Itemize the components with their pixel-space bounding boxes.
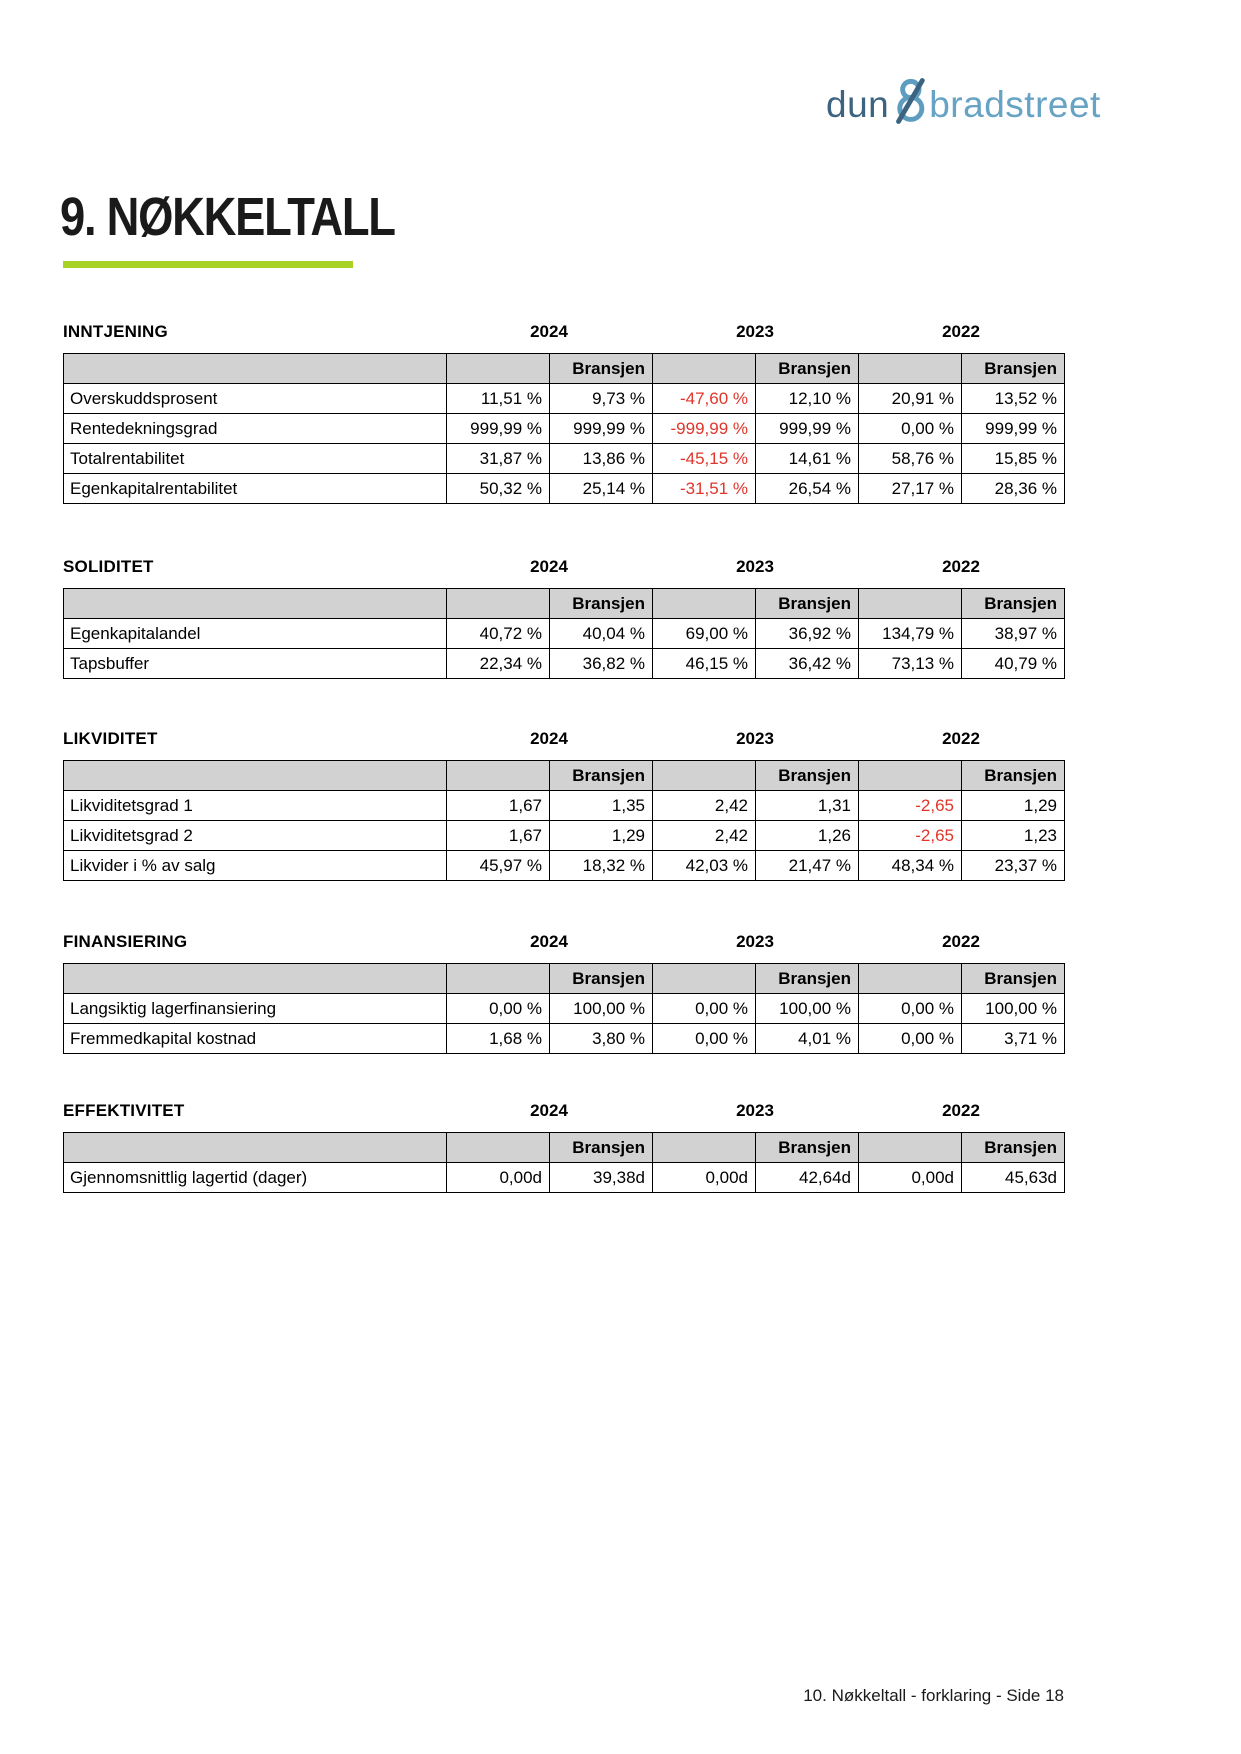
value-cell: 40,79 %: [962, 649, 1065, 679]
page-title: 9. NØKKELTALL: [60, 187, 395, 247]
bransjen-header-cell: Bransjen: [550, 761, 653, 791]
key-figures-table: [63, 1132, 1065, 1193]
table-row: [64, 619, 1065, 649]
value-cell: 15,85 %: [962, 444, 1065, 474]
value-cell: 11,51 %: [447, 384, 550, 414]
year-label: 2023: [736, 322, 774, 341]
logo-bradstreet-text: bradstreet: [929, 83, 1101, 125]
value-cell: 69,00 %: [653, 619, 756, 649]
table-header-row: [64, 354, 1065, 384]
section-soliditet: [63, 557, 1064, 679]
value-cell: 1,31: [756, 791, 859, 821]
value-cell: 999,99 %: [550, 414, 653, 444]
row-label: Likvider i % av salg: [64, 851, 447, 881]
value-cell: -2,65: [859, 821, 962, 851]
empty-header-cell: [653, 354, 756, 384]
empty-header-cell: [64, 354, 447, 384]
value-cell: 22,34 %: [447, 649, 550, 679]
value-cell: -47,60 %: [653, 384, 756, 414]
value-cell: 134,79 %: [859, 619, 962, 649]
table-header-row: [64, 589, 1065, 619]
value-cell: 73,13 %: [859, 649, 962, 679]
value-cell: 0,00 %: [447, 994, 550, 1024]
value-cell: 38,97 %: [962, 619, 1065, 649]
bransjen-header-cell: Bransjen: [550, 354, 653, 384]
year-label: 2024: [530, 932, 568, 951]
section-title: EFFEKTIVITET: [63, 1101, 185, 1120]
value-cell: 1,26: [756, 821, 859, 851]
bransjen-header-cell: Bransjen: [962, 589, 1065, 619]
section-title: INNTJENING: [63, 322, 168, 341]
bransjen-header-cell: Bransjen: [962, 354, 1065, 384]
value-cell: 25,14 %: [550, 474, 653, 504]
row-label: Langsiktig lagerfinansiering: [64, 994, 447, 1024]
table-row: [64, 821, 1065, 851]
year-label: 2022: [942, 1101, 980, 1120]
key-figures-table: [63, 353, 1065, 504]
empty-header-cell: [859, 761, 962, 791]
value-cell: 100,00 %: [962, 994, 1065, 1024]
empty-header-cell: [64, 964, 447, 994]
value-cell: 36,82 %: [550, 649, 653, 679]
table-row: [64, 649, 1065, 679]
empty-header-cell: [653, 761, 756, 791]
value-cell: 0,00d: [859, 1163, 962, 1193]
bransjen-header-cell: Bransjen: [756, 761, 859, 791]
value-cell: 13,86 %: [550, 444, 653, 474]
value-cell: 27,17 %: [859, 474, 962, 504]
empty-header-cell: [859, 354, 962, 384]
value-cell: 40,72 %: [447, 619, 550, 649]
bransjen-header-cell: Bransjen: [550, 1133, 653, 1163]
table-header-row: [64, 1133, 1065, 1163]
value-cell: 1,35: [550, 791, 653, 821]
section-header: [63, 322, 1064, 344]
bransjen-header-cell: Bransjen: [756, 964, 859, 994]
year-label: 2024: [530, 729, 568, 748]
empty-header-cell: [859, 589, 962, 619]
empty-header-cell: [64, 761, 447, 791]
value-cell: 0,00 %: [859, 1024, 962, 1054]
value-cell: 18,32 %: [550, 851, 653, 881]
row-label: Tapsbuffer: [64, 649, 447, 679]
row-label: Egenkapitalandel: [64, 619, 447, 649]
page-footer: 10. Nøkkeltall - forklaring - Side 18: [803, 1686, 1064, 1705]
value-cell: -2,65: [859, 791, 962, 821]
table-row: [64, 1024, 1065, 1054]
value-cell: 36,92 %: [756, 619, 859, 649]
row-label: Fremmedkapital kostnad: [64, 1024, 447, 1054]
value-cell: 1,29: [962, 791, 1065, 821]
value-cell: 1,29: [550, 821, 653, 851]
empty-header-cell: [447, 964, 550, 994]
value-cell: -31,51 %: [653, 474, 756, 504]
value-cell: 0,00 %: [859, 994, 962, 1024]
value-cell: 48,34 %: [859, 851, 962, 881]
year-label: 2022: [942, 322, 980, 341]
bransjen-header-cell: Bransjen: [962, 964, 1065, 994]
value-cell: 9,73 %: [550, 384, 653, 414]
value-cell: 1,67: [447, 791, 550, 821]
logo-dun-text: dun: [826, 83, 890, 125]
section-header: [63, 1101, 1064, 1123]
value-cell: 3,80 %: [550, 1024, 653, 1054]
bransjen-header-cell: Bransjen: [550, 964, 653, 994]
value-cell: 20,91 %: [859, 384, 962, 414]
row-label: Totalrentabilitet: [64, 444, 447, 474]
bransjen-header-cell: Bransjen: [550, 589, 653, 619]
year-label: 2022: [942, 932, 980, 951]
year-label: 2022: [942, 729, 980, 748]
empty-header-cell: [859, 1133, 962, 1163]
section-header: [63, 557, 1064, 579]
row-label: Egenkapitalrentabilitet: [64, 474, 447, 504]
table-row: [64, 1163, 1065, 1193]
value-cell: 0,00 %: [653, 994, 756, 1024]
value-cell: -45,15 %: [653, 444, 756, 474]
table-row: [64, 791, 1065, 821]
row-label: Overskuddsprosent: [64, 384, 447, 414]
empty-header-cell: [447, 761, 550, 791]
key-figures-table: [63, 760, 1065, 881]
value-cell: 1,68 %: [447, 1024, 550, 1054]
empty-header-cell: [447, 1133, 550, 1163]
value-cell: 46,15 %: [653, 649, 756, 679]
ampersand-icon: [889, 84, 929, 124]
empty-header-cell: [64, 1133, 447, 1163]
year-label: 2022: [942, 557, 980, 576]
value-cell: 26,54 %: [756, 474, 859, 504]
section-title: FINANSIERING: [63, 932, 188, 951]
value-cell: 12,10 %: [756, 384, 859, 414]
value-cell: 0,00d: [653, 1163, 756, 1193]
section-inntjening: [63, 322, 1064, 504]
value-cell: 999,99 %: [962, 414, 1065, 444]
year-label: 2024: [530, 557, 568, 576]
title-underline: [63, 261, 353, 268]
table-row: [64, 851, 1065, 881]
value-cell: 21,47 %: [756, 851, 859, 881]
value-cell: 58,76 %: [859, 444, 962, 474]
year-label: 2023: [736, 729, 774, 748]
value-cell: 0,00d: [447, 1163, 550, 1193]
section-header: [63, 729, 1064, 751]
section-finansiering: [63, 932, 1064, 1054]
value-cell: 14,61 %: [756, 444, 859, 474]
value-cell: 1,67: [447, 821, 550, 851]
year-label: 2023: [736, 932, 774, 951]
value-cell: 28,36 %: [962, 474, 1065, 504]
table-header-row: [64, 761, 1065, 791]
value-cell: 13,52 %: [962, 384, 1065, 414]
row-label: Rentedekningsgrad: [64, 414, 447, 444]
section-header: [63, 932, 1064, 954]
value-cell: 999,99 %: [447, 414, 550, 444]
value-cell: 45,63d: [962, 1163, 1065, 1193]
bransjen-header-cell: Bransjen: [962, 761, 1065, 791]
section-title: LIKVIDITET: [63, 729, 158, 748]
value-cell: 45,97 %: [447, 851, 550, 881]
year-label: 2024: [530, 1101, 568, 1120]
table-row: [64, 384, 1065, 414]
table-row: [64, 994, 1065, 1024]
bransjen-header-cell: Bransjen: [756, 589, 859, 619]
section-effektivitet: [63, 1101, 1064, 1193]
section-likviditet: [63, 729, 1064, 881]
value-cell: 2,42: [653, 791, 756, 821]
value-cell: -999,99 %: [653, 414, 756, 444]
empty-header-cell: [653, 964, 756, 994]
key-figures-table: [63, 588, 1065, 679]
value-cell: 4,01 %: [756, 1024, 859, 1054]
row-label: Likviditetsgrad 1: [64, 791, 447, 821]
value-cell: 39,38d: [550, 1163, 653, 1193]
table-row: [64, 414, 1065, 444]
section-title: SOLIDITET: [63, 557, 154, 576]
value-cell: 36,42 %: [756, 649, 859, 679]
year-label: 2023: [736, 557, 774, 576]
empty-header-cell: [447, 354, 550, 384]
row-label: Likviditetsgrad 2: [64, 821, 447, 851]
year-label: 2024: [530, 322, 568, 341]
value-cell: 23,37 %: [962, 851, 1065, 881]
value-cell: 42,03 %: [653, 851, 756, 881]
table-row: [64, 444, 1065, 474]
empty-header-cell: [653, 589, 756, 619]
value-cell: 3,71 %: [962, 1024, 1065, 1054]
table-header-row: [64, 964, 1065, 994]
bransjen-header-cell: Bransjen: [756, 1133, 859, 1163]
value-cell: 31,87 %: [447, 444, 550, 474]
key-figures-table: [63, 963, 1065, 1054]
value-cell: 2,42: [653, 821, 756, 851]
value-cell: 100,00 %: [550, 994, 653, 1024]
dun-bradstreet-logo: [826, 80, 1101, 128]
empty-header-cell: [447, 589, 550, 619]
empty-header-cell: [653, 1133, 756, 1163]
value-cell: 50,32 %: [447, 474, 550, 504]
row-label: Gjennomsnittlig lagertid (dager): [64, 1163, 447, 1193]
value-cell: 0,00 %: [653, 1024, 756, 1054]
table-row: [64, 474, 1065, 504]
bransjen-header-cell: Bransjen: [756, 354, 859, 384]
value-cell: 100,00 %: [756, 994, 859, 1024]
value-cell: 42,64d: [756, 1163, 859, 1193]
value-cell: 40,04 %: [550, 619, 653, 649]
empty-header-cell: [64, 589, 447, 619]
empty-header-cell: [859, 964, 962, 994]
value-cell: 1,23: [962, 821, 1065, 851]
year-label: 2023: [736, 1101, 774, 1120]
value-cell: 999,99 %: [756, 414, 859, 444]
bransjen-header-cell: Bransjen: [962, 1133, 1065, 1163]
value-cell: 0,00 %: [859, 414, 962, 444]
